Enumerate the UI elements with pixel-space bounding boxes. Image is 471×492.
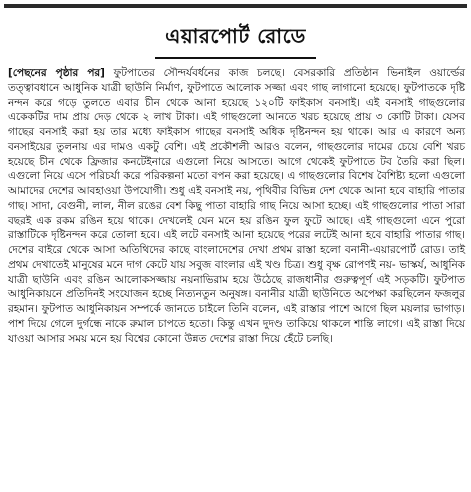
news-clipping	[4, 4, 467, 488]
article-body-text: ফুটপাতের সৌন্দর্যবর্ধনের কাজ চলছে। বেসরকারি প্রতিষ্ঠান ভিনাইল ওয়ার্ল্ডের তত্ত্বাবধানে আধুনিক যাত্রী ছাউনি নির্মাণ, ফুটপাতে আলোক সজ্জা এবং গাছ লাগানো হয়েছে। ফুটপাতকে দৃষ্টি নন্দন করে গড়ে তুলতে এবার চীন থেকে আনা হয়েছে ১২০টি ফাইকাস বনসাই। এই বনসাই গাছগুলোর একেকটির দাম প্রায় দেড় থেকে ২ লাখ টাকা। এই গাছগুলো আনতে খরচ হয়েছে প্রায় ৩ কোটি টাকা। যেসব গাছের বনসাই করা হয় তার মধ্যে ফাইকাস গাছের বনসাই অধিক দৃষ্টিনন্দন হয় থাকে। আর এ কারণে অন্য বনসাইয়ের তুলনায় এর দামও একটু বেশি। এই প্রকৌশলী আরও বলেন, গাছগুলোর দামের চেয়ে বেশি খরচ হয়েছে চীন থেকে ফ্রিজার কনটেইনারে এগুলো নিয়ে আসতে। আগে থেকেই ফুটপাতে টব তৈরি করা ছিল। এগুলো নিয়ে এসে পরিচর্যা করে পরিকল্পনা মতো বপন করা হয়েছে। এ গাছগুলোর বিশেষ বৈশিষ্ট্য হলো এগুলো আমাদের দেশের আবহাওয়া উপযোগী। শুধু এই বনসাই নয়, পৃথিবীর বিভিন্ন দেশ থেকে আনা হবে বাহারি পাতার গাছ। সাদা, বেগুনী, লাল, নীল রঙের বেশ কিছু পাতা বাহারি গাছ নিয়ে আসা হচ্ছে। এই গাছগুলোর পাতা সারা বছরই এক রকম রঙিন হয়ে থাকে। দেখলেই যেন মনে হয় রঙিন ফুল ফুটে আছে। এই গাছগুলো এনে পুরো রাস্তাটিকে দৃষ্টিনন্দন করে তোলা হবে। এই লটে বনসাই আনা হয়েছে পরের লটেই আনা হবে বাহারি পাতার গাছ। দেশের বাইরে থেকে আসা অতিথিদের কাছে বাংলাদেশের দেখা প্রথম রাস্তা হলো বনানী-এয়ারপোর্ট রোড। তাই প্রথম দেখাতেই মানুষের মনে দাগ কেটে যায় সবুজ বাংলার এই খণ্ড চিত্র। শুধু বৃক্ষ রোপণই নয়- ভাস্কর্য, আধুনিক যাত্রী ছাউনি এবং রঙিন আলোকসজ্জায় নয়নাভিরাম হয়ে উঠেছে রাজধানীর গুরুত্বপূর্ণ এই সড়কটি। ফুটপাত আধুনিকায়নে প্রতিদিনই সংযোজন হচ্ছে নিত্যনতুন অনুষঙ্গ। বনানীর যাত্রী ছাউনিতে অপেক্ষা করছিলেন ফজলুর রহমান। ফুটপাত আধুনিকায়ন সম্পর্কে জানতে চাইলে তিনি বলেন, এই রাস্তার পাশে আগে ছিল ময়লার ভাগাড়। পাশ দিয়ে গেলে দুর্গন্ধে নাকে রুমাল চাপতে হতো। কিন্তু এখন দুদণ্ড তাকিয়ে থাকলে শান্তি লাগে। এই রাস্তা দিয়ে যাওয়া আসার সময় মনে হয় বিশ্বের কোনো উন্নত দেশের রাস্তা দিয়ে হেঁটে চলছি।	[8, 67, 465, 345]
continued-marker: [পেছনের পৃষ্ঠার পর]	[8, 67, 105, 79]
article-paragraph	[8, 66, 465, 346]
article-body	[8, 66, 465, 346]
headline-container	[4, 22, 467, 59]
article-headline: এয়ারপোর্ট রোডে	[155, 22, 316, 59]
